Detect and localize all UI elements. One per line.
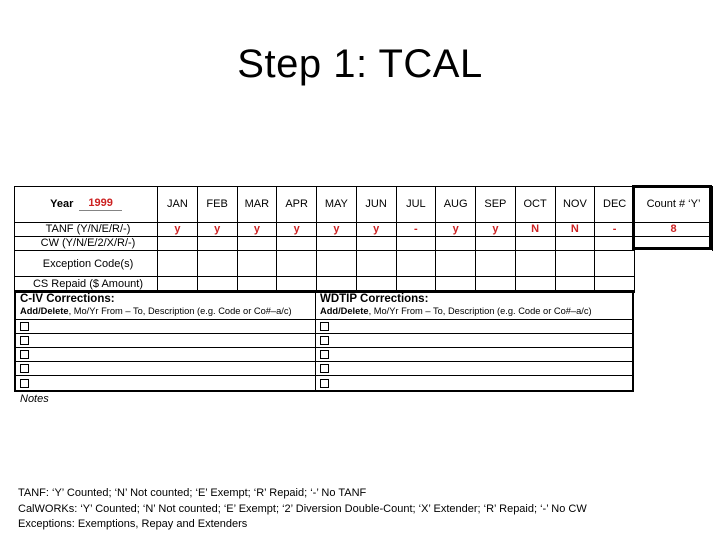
civ-corrections-subtitle (20, 306, 315, 317)
month-header-cell: APR (277, 187, 317, 223)
checkbox-icon (20, 322, 29, 331)
month-header-cell: AUG (436, 187, 476, 223)
correction-entry-row (16, 334, 315, 348)
wdtip-corrections-header (316, 292, 632, 320)
footnote-calworks: CalWORKs: ‘Y’ Counted; ‘N’ Not counted; ‘E’ Exempt; ‘2’ Diversion Double-Count; ‘X’ Extender; ‘R’ Repaid; ‘-’ No CW (18, 502, 587, 515)
month-header-cell: SEP (476, 187, 516, 223)
month-header-cell: JUN (357, 187, 397, 223)
month-header-cell: MAR (238, 187, 278, 223)
empty-cell (635, 277, 713, 293)
value-cell (595, 237, 635, 251)
slide-title: Step 1: TCAL (237, 42, 483, 86)
wdtip-corrections-title: WDTIP Corrections: (320, 293, 429, 305)
value-cell (198, 237, 238, 251)
value-cell (317, 237, 357, 251)
footnote-tanf: TANF: ‘Y’ Counted; ‘N’ Not counted; ‘E’ Exempt; ‘R’ Repaid; ‘-’ No TANF (18, 487, 367, 499)
month-header-cell: FEB (198, 187, 238, 223)
value-cell (595, 251, 635, 277)
value-cell (357, 237, 397, 251)
corrections-block (14, 290, 634, 392)
value-cell: N (556, 223, 596, 237)
correction-entry-row (316, 348, 632, 362)
month-header-cell: NOV (556, 187, 596, 223)
civ-corrections-title: C-IV Corrections: (20, 293, 115, 305)
value-cell: y (277, 223, 317, 237)
value-cell (516, 237, 556, 251)
value-cell (476, 237, 516, 251)
checkbox-icon (320, 336, 329, 345)
subtitle-bold: Add/Delete (20, 306, 69, 316)
year-label: Year (50, 198, 74, 210)
civ-corrections-header (16, 292, 315, 320)
count-value-cell (635, 237, 713, 251)
value-cell: - (397, 223, 437, 237)
value-cell: y (476, 223, 516, 237)
count-header-cell: Count # ‘Y’ (635, 187, 713, 223)
tcal-month-table (14, 186, 713, 293)
value-cell (436, 251, 476, 277)
month-header-cell: MAY (317, 187, 357, 223)
subtitle-rest: , Mo/Yr From – To, Description (e.g. Code or Co#–a/c) (368, 306, 592, 316)
value-cell (277, 237, 317, 251)
value-cell (476, 251, 516, 277)
value-cell (436, 237, 476, 251)
checkbox-icon (320, 350, 329, 359)
correction-entry-row (16, 320, 315, 334)
checkbox-icon (320, 379, 329, 388)
correction-entry-row (316, 362, 632, 376)
value-cell: y (158, 223, 198, 237)
value-cell (397, 251, 437, 277)
count-value-cell: 8 (635, 223, 713, 237)
value-cell (238, 237, 278, 251)
value-cell (357, 251, 397, 277)
value-cell (238, 251, 278, 277)
month-header-cell: OCT (516, 187, 556, 223)
wdtip-corrections-section (316, 292, 632, 390)
checkbox-icon (320, 322, 329, 331)
legend-footnotes (18, 486, 587, 533)
row-label-exception-codes: Exception Code(s) (15, 251, 158, 277)
value-cell: y (436, 223, 476, 237)
wdtip-corrections-subtitle (320, 306, 632, 317)
correction-entry-row (316, 334, 632, 348)
year-value: 1999 (79, 198, 121, 211)
value-cell (317, 251, 357, 277)
value-cell (158, 237, 198, 251)
subtitle-bold: Add/Delete (320, 306, 369, 316)
value-cell: y (357, 223, 397, 237)
value-cell: - (595, 223, 635, 237)
notes-label: Notes (20, 393, 49, 405)
value-cell (516, 251, 556, 277)
row-label-cw: CW (Y/N/E/2/X/R/-) (15, 237, 158, 251)
value-cell: y (317, 223, 357, 237)
row-label-cs-repaid: CS Repaid ($ Amount) (15, 277, 158, 293)
value-cell (158, 251, 198, 277)
correction-entry-row (316, 376, 632, 390)
value-cell: y (238, 223, 278, 237)
value-cell: y (198, 223, 238, 237)
civ-corrections-section (16, 292, 316, 390)
row-label-tanf: TANF (Y/N/E/R/-) (15, 223, 158, 237)
value-cell (556, 251, 596, 277)
correction-entry-row (316, 320, 632, 334)
footnote-exceptions: Exceptions: Exemptions, Repay and Extenders (18, 518, 248, 530)
checkbox-icon (20, 336, 29, 345)
month-header-cell: DEC (595, 187, 635, 223)
empty-cell (635, 251, 713, 277)
correction-entry-row (16, 362, 315, 376)
checkbox-icon (20, 379, 29, 388)
value-cell: N (516, 223, 556, 237)
checkbox-icon (320, 364, 329, 373)
correction-entry-row (16, 348, 315, 362)
year-header-cell (15, 187, 158, 223)
correction-entry-row (16, 376, 315, 390)
value-cell (556, 237, 596, 251)
month-header-cell: JUL (397, 187, 437, 223)
checkbox-icon (20, 350, 29, 359)
value-cell (198, 251, 238, 277)
value-cell (277, 251, 317, 277)
subtitle-rest: , Mo/Yr From – To, Description (e.g. Code or Co#–a/c) (68, 306, 292, 316)
value-cell (397, 237, 437, 251)
checkbox-icon (20, 364, 29, 373)
month-header-cell: JAN (158, 187, 198, 223)
